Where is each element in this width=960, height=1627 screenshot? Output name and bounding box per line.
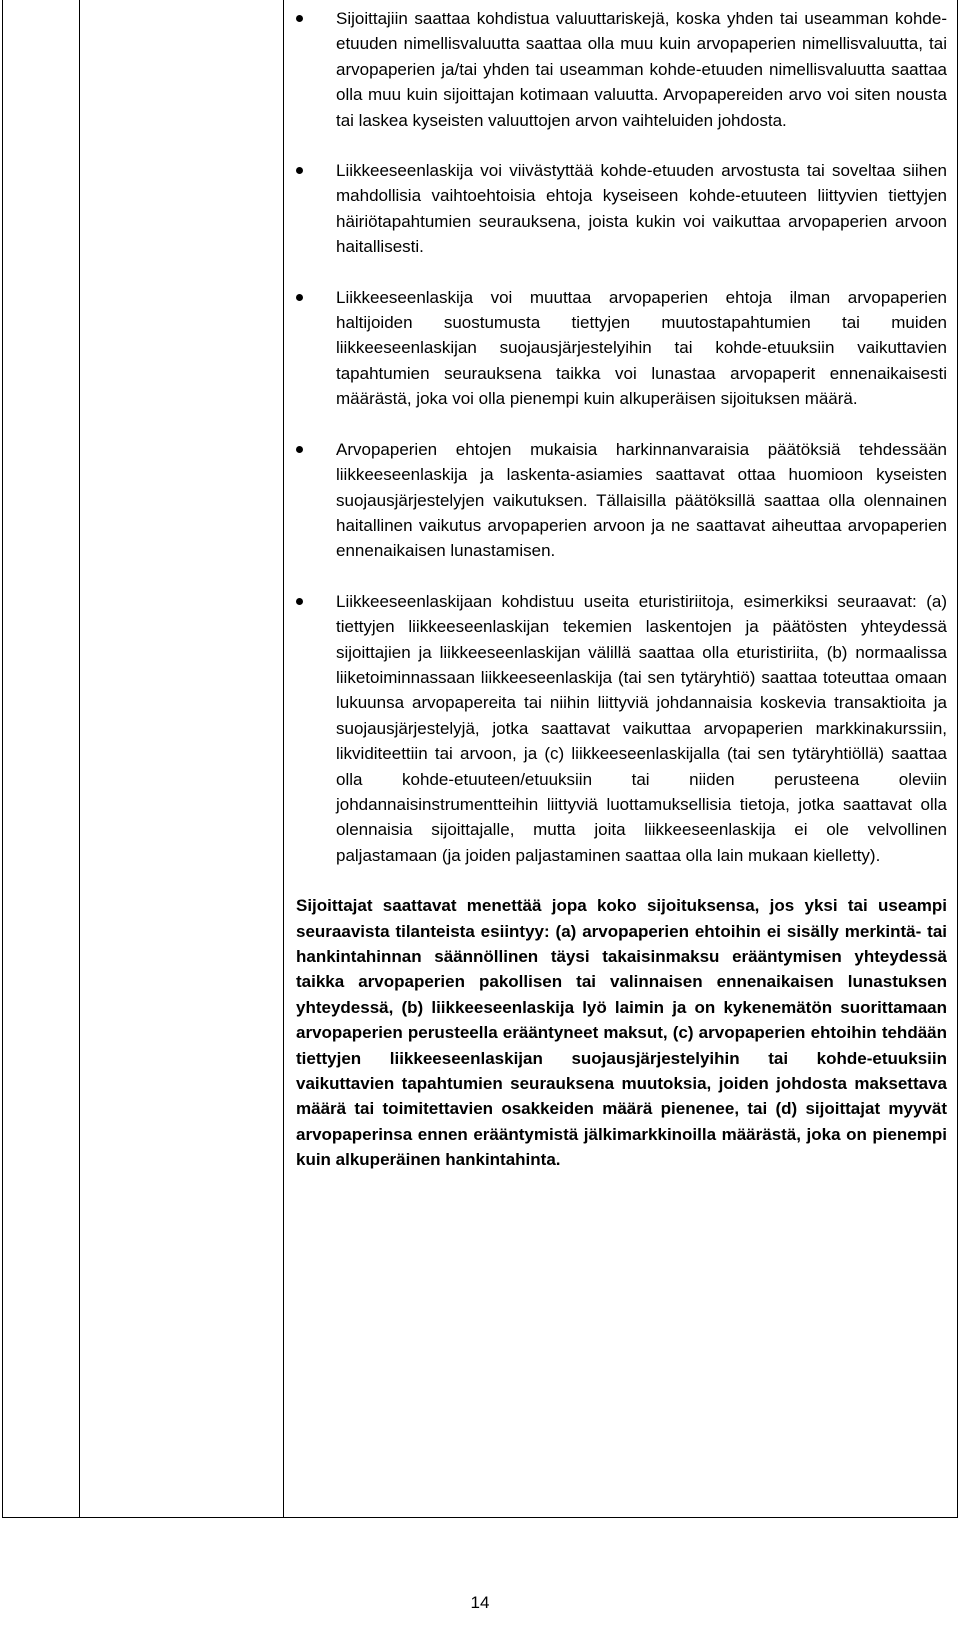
bullet-text: Sijoittajiin saattaa kohdistua valuuttariskejä, koska yhden tai useamman kohde-etuuden nimellisvaluutta saattaa olla muu kuin arvopaperien nimellisvaluutta, tai arvopaperien ja/tai yhden tai useamman kohde-etuuden nimellisvaluutta saattaa olla muu kuin sijoittajan kotimaan valuutta. Arvopapereiden arvo voi siten nousta tai laskea kyseisten valuuttojen arvon vaihteluiden johdosta. [336,9,947,130]
bullet-icon [296,446,303,453]
table-content-cell [296,6,947,1173]
bold-warning-paragraph: Sijoittajat saattavat menettää jopa koko sijoituksensa, jos yksi tai useampi seuraavista tilanteista esiintyy: (a) arvopaperien ehtoihin ei sisälly merkintä- tai hankintahinnan säännöllinen täysi takaisinmaksu erääntymisen yhteydessä taikka arvopaperien pakollisen tai valinnaisen ennenaikaisen lunastuksen yhteydessä, (b) liikkeeseenlaskija lyö laimin ja on kykenemätön suorittamaan arvopaperien perusteella erääntyneet maksut, (c) arvopaperien ehtoihin tehdään tiettyjen liikkeeseenlaskijan suojausjärjestelyihin tai kohde-etuuksiin vaikuttavien tapahtumien seurauksena muutoksia, joiden johdosta maksettava määrä tai toimitettavien osakkeiden määrä pienenee, tai (d) sijoittajat myyvät arvopaperinsa ennen erääntymistä jälkimarkkinoilla määrästä, joka on pienempi kuin alkuperäinen hankintahinta. [296,896,947,1170]
bullet-icon [296,598,303,605]
bullet-text: Liikkeeseenlaskijaan kohdistuu useita eturistiriitoja, esimerkiksi seuraavat: (a) tiettyjen liikkeeseenlaskijan tekemien laskentojen ja päätösten yhteydessä sijoittajien ja liikkeeseenlaskijan välillä saattaa olla eturistiriita, (b) normaalissa liiketoiminnassaan liikkeeseenlaskija (tai sen tytäryhtiö) saattaa toteuttaa omaan lukuunsa arvopapereita tai niihin liittyviä johdannaisia koskevia transaktioita ja suojausjärjestelyjä, jotka saattavat vaikuttaa arvopaperien markkinakurssiin, likviditeettiin tai arvoon, ja (c) liikkeeseenlaskijalla (tai sen tytäryhtiöllä) saattaa olla kohde-etuuteen/etuuksiin tai niiden perusteena oleviin johdannaisinstrumentteihin liittyviä luottamuksellisia tietoja, jotka saattavat olla olennaisia sijoittajalle, mutta joita liikkeeseenlaskija ei ole velvollinen paljastamaan (ja joiden paljastaminen saattaa olla lain mukaan kielletty). [336,591,947,865]
list-item [296,158,947,260]
list-item [296,6,947,133]
bullet-icon [296,167,303,174]
bullet-text: Arvopaperien ehtojen mukaisia harkinnanvaraisia päätöksiä tehdessään liikkeeseenlaskija ja laskenta-asiamies saattavat ottaa huomioon kyseisten suojausjärjestelyjen vaikutuksen. Tällaisilla päätöksillä saattaa olla olennainen haitallinen vaikutus arvopaperien arvoon ja ne saattavat aiheuttaa arvopaperien ennenaikaisen lunastamisen. [336,439,947,561]
risk-bullet-list [296,6,947,868]
page-number: 14 [470,1593,490,1612]
bullet-icon [296,15,303,22]
bullet-text: Liikkeeseenlaskija voi muuttaa arvopaperien ehtoja ilman arvopaperien haltijoiden suostumusta tiettyjen muutostapahtumien tai muiden liikkeeseenlaskijan suojausjärjestelyihin tai kohde-etuuksiin vaikuttavien tapahtumien seurauksena taikka voi lunastaa arvopaperit ennenaikaisesti määrästä, joka voi olla pienempi kuin alkuperäisen sijoituksen määrä. [336,287,947,409]
bullet-icon [296,294,303,301]
table-column-divider [79,0,80,1517]
list-item [296,437,947,564]
list-item [296,285,947,412]
list-item [296,589,947,868]
bullet-text: Liikkeeseenlaskija voi viivästyttää kohde-etuuden arvostusta tai soveltaa siihen mahdollisia vaihtoehtoisia ehtoja kyseiseen kohde-etuuteen liittyvien tiettyjen häiriötapahtumien seurauksena, joista kukin voi vaikuttaa arvopaperien arvoon haitallisesti. [336,161,947,257]
table-column-divider [283,0,284,1517]
